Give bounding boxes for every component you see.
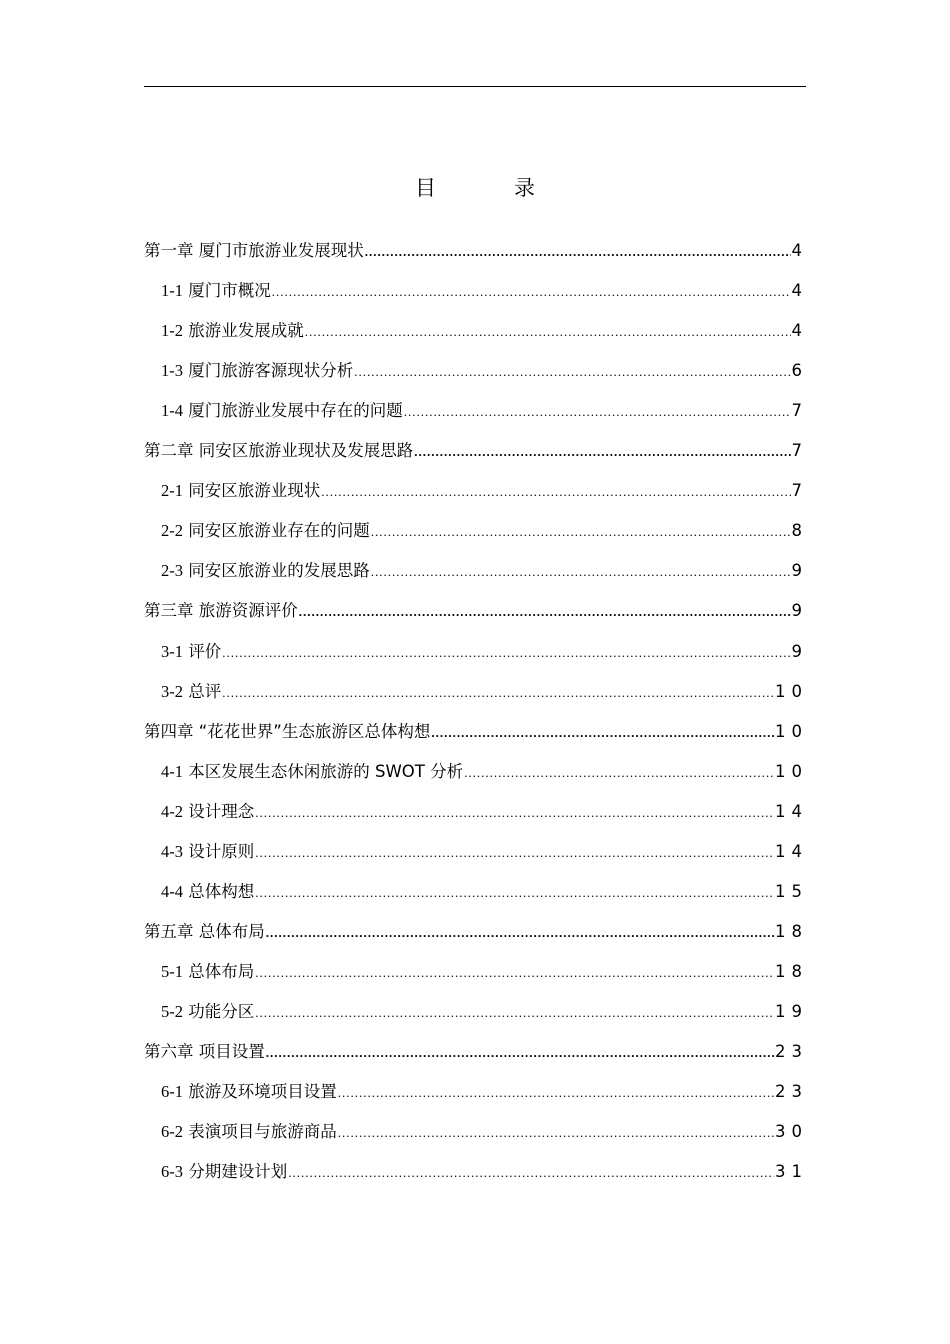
toc-entry-text: 第五章 总体布局: [144, 921, 265, 941]
toc-entry-text: 第二章 同安区旅游业现状及发展思路: [144, 441, 414, 461]
toc-dot-leader: [464, 761, 774, 785]
toc-entry-label: [161, 479, 320, 503]
toc-entry-number: 6-3: [161, 1162, 183, 1182]
toc-section-entry[interactable]: [161, 479, 808, 503]
toc-entry-text: 同安区旅游业的发展思路: [188, 561, 370, 581]
toc-section-entry[interactable]: [161, 640, 808, 664]
toc-entry-text: 旅游及环境项目设置: [188, 1082, 337, 1102]
toc-dot-leader: [338, 1121, 774, 1145]
toc-dot-leader: [255, 1001, 774, 1025]
toc-entry-label: [161, 960, 254, 984]
toc-dot-leader: [272, 280, 791, 304]
toc-page-number: 7: [791, 481, 808, 501]
toc-entry-text: 总体布局: [188, 961, 255, 981]
toc-entry-text: 厦门旅游客源现状分析: [188, 361, 354, 381]
toc-section-entry[interactable]: [161, 559, 808, 583]
toc-entry-text: 功能分区: [188, 1001, 255, 1021]
toc-page-number: 4: [791, 321, 808, 341]
toc-section-entry[interactable]: [161, 1160, 808, 1184]
toc-entry-text: 同安区旅游业存在的问题: [188, 521, 370, 541]
toc-entry-number: 5-2: [161, 1001, 183, 1021]
toc-section-entry[interactable]: [161, 519, 808, 543]
toc-entry-label: [161, 1080, 337, 1104]
toc-dot-leader: [305, 320, 791, 344]
toc-entry-label: [144, 439, 413, 463]
toc-dot-leader: [321, 480, 790, 504]
toc-entry-text: 总评: [188, 681, 222, 701]
toc-section-entry[interactable]: [161, 800, 808, 824]
toc-entry-text: 第三章 旅游资源评价: [144, 601, 298, 621]
toc-chapter-entry[interactable]: [144, 239, 808, 263]
toc-entry-text: 分期建设计划: [188, 1162, 288, 1182]
toc-entry-number: 4-2: [161, 801, 183, 821]
toc-section-entry[interactable]: [161, 359, 808, 383]
toc-entry-label: [161, 880, 254, 904]
toc-section-entry[interactable]: [161, 960, 808, 984]
toc-section-entry[interactable]: [161, 760, 808, 784]
toc-entry-label: [161, 1160, 287, 1184]
toc-entry-label: [161, 640, 221, 664]
toc-entry-text: 表演项目与旅游商品: [188, 1122, 337, 1142]
toc-page-number: 10: [775, 721, 808, 741]
toc-title-right: 录: [514, 176, 535, 200]
toc-dot-leader: [288, 1161, 774, 1185]
toc-entry-label: [161, 1120, 337, 1144]
toc-section-entry[interactable]: [161, 399, 808, 423]
toc-dot-leader: [414, 440, 790, 464]
toc-dot-leader: [255, 961, 774, 985]
toc-chapter-entry[interactable]: [144, 599, 808, 623]
toc-entry-number: 4-4: [161, 881, 183, 901]
toc-page-number: 9: [791, 601, 808, 621]
toc-dot-leader: [338, 1081, 774, 1105]
toc-section-entry[interactable]: [161, 319, 808, 343]
toc-entry-text: 第一章 厦门市旅游业发展现状: [144, 241, 364, 260]
toc-section-entry[interactable]: [161, 680, 808, 704]
toc-entry-number: 3-2: [161, 681, 183, 701]
toc-dot-leader: [222, 641, 790, 665]
toc-entry-label: [161, 840, 254, 864]
toc-entry-number: 1-2: [161, 321, 183, 341]
toc-page-number: 10: [775, 681, 808, 701]
toc-entry-label: [144, 599, 298, 623]
toc-section-entry[interactable]: [161, 1080, 808, 1104]
toc-entry-number: 2-3: [161, 561, 183, 581]
toc-page-number: 6: [791, 361, 808, 381]
toc-page-number: 9: [791, 641, 808, 661]
toc-entry-label: [161, 760, 463, 784]
toc-entry-label: [161, 680, 221, 704]
toc-page-number: 18: [775, 961, 808, 981]
toc-entry-number: 2-2: [161, 521, 183, 541]
toc-entry-number: 1-3: [161, 361, 183, 381]
toc-page-number: 7: [791, 441, 808, 461]
toc-page-number: 31: [775, 1162, 808, 1182]
toc-entry-label: [144, 920, 265, 944]
toc-entry-text: 设计原则: [188, 841, 255, 861]
toc-dot-leader: [354, 360, 790, 384]
toc-section-entry[interactable]: [161, 1120, 808, 1144]
toc-dot-leader: [299, 600, 791, 624]
toc-entry-text: 第四章 “花花世界”生态旅游区总体构想: [144, 721, 431, 741]
toc-page-number: 19: [775, 1001, 808, 1021]
toc-section-entry[interactable]: [161, 840, 808, 864]
toc-entry-number: 4-1: [161, 761, 183, 781]
toc-chapter-entry[interactable]: [144, 920, 808, 944]
toc-entry-label: [161, 1000, 254, 1024]
toc-page-number: 23: [775, 1042, 808, 1061]
toc-entry-label: [161, 800, 254, 824]
toc-page-number: 9: [791, 561, 808, 581]
toc-section-entry[interactable]: [161, 279, 808, 303]
toc-dot-leader: [431, 721, 774, 745]
toc-dot-leader: [255, 801, 774, 825]
toc-entry-number: 2-1: [161, 481, 183, 501]
toc-dot-leader: [371, 520, 791, 544]
toc-entry-label: [161, 319, 304, 343]
toc-entry-number: 6-1: [161, 1082, 183, 1102]
toc-page-number: 30: [775, 1122, 808, 1142]
toc-page-number: 10: [775, 761, 808, 781]
toc-entry-text: 厦门旅游业发展中存在的问题: [188, 401, 403, 421]
toc-entry-label: [161, 399, 403, 423]
toc-entry-label: [161, 559, 370, 583]
toc-entry-label: [144, 239, 364, 263]
toc-page-number: 23: [775, 1082, 808, 1102]
toc-entry-label: [161, 359, 353, 383]
toc-chapter-entry[interactable]: [144, 1040, 808, 1064]
toc-entry-number: 3-1: [161, 641, 183, 661]
toc-dot-leader: [404, 400, 791, 424]
toc-entry-number: 1-4: [161, 401, 183, 421]
toc-dot-leader: [266, 1041, 774, 1065]
toc-entry-text: 本区发展生态休闲旅游的 SWOT 分析: [188, 761, 464, 781]
toc-page-number: 15: [775, 881, 808, 901]
toc-chapter-entry[interactable]: [144, 439, 808, 463]
toc-section-entry[interactable]: [161, 880, 808, 904]
toc-entry-label: [161, 279, 271, 303]
toc-page-number: 14: [775, 841, 808, 861]
toc-entry-text: 评价: [188, 641, 222, 661]
toc-entry-text: 第六章 项目设置: [144, 1042, 265, 1061]
toc-entry-text: 厦门市概况: [188, 281, 271, 301]
toc-entry-text: 旅游业发展成就: [188, 321, 304, 341]
toc-entry-label: [161, 519, 370, 543]
toc-dot-leader: [266, 921, 774, 945]
toc-dot-leader: [365, 240, 791, 264]
toc-entry-text: 同安区旅游业现状: [188, 481, 321, 501]
toc-page-number: 7: [791, 401, 808, 421]
toc-page-number: 4: [791, 241, 808, 260]
toc-entry-text: 总体构想: [188, 881, 255, 901]
toc-entry-label: [144, 720, 430, 744]
toc-page-number: 4: [791, 281, 808, 301]
toc-entry-number: 1-1: [161, 281, 183, 301]
toc-chapter-entry[interactable]: [144, 720, 808, 744]
toc-page-number: 18: [775, 921, 808, 941]
toc-page-number: 8: [791, 521, 808, 541]
toc-dot-leader: [255, 881, 774, 905]
toc-section-entry[interactable]: [161, 1000, 808, 1024]
toc-dot-leader: [371, 560, 791, 584]
toc-dot-leader: [222, 681, 774, 705]
toc-entry-text: 设计理念: [188, 801, 255, 821]
toc-dot-leader: [255, 841, 774, 865]
toc-entry-number: 6-2: [161, 1122, 183, 1142]
toc-entry-number: 5-1: [161, 961, 183, 981]
toc-title-left: 目: [415, 176, 436, 200]
toc-page-number: 14: [775, 801, 808, 821]
toc-entry-number: 4-3: [161, 841, 183, 861]
toc-entry-label: [144, 1040, 265, 1064]
